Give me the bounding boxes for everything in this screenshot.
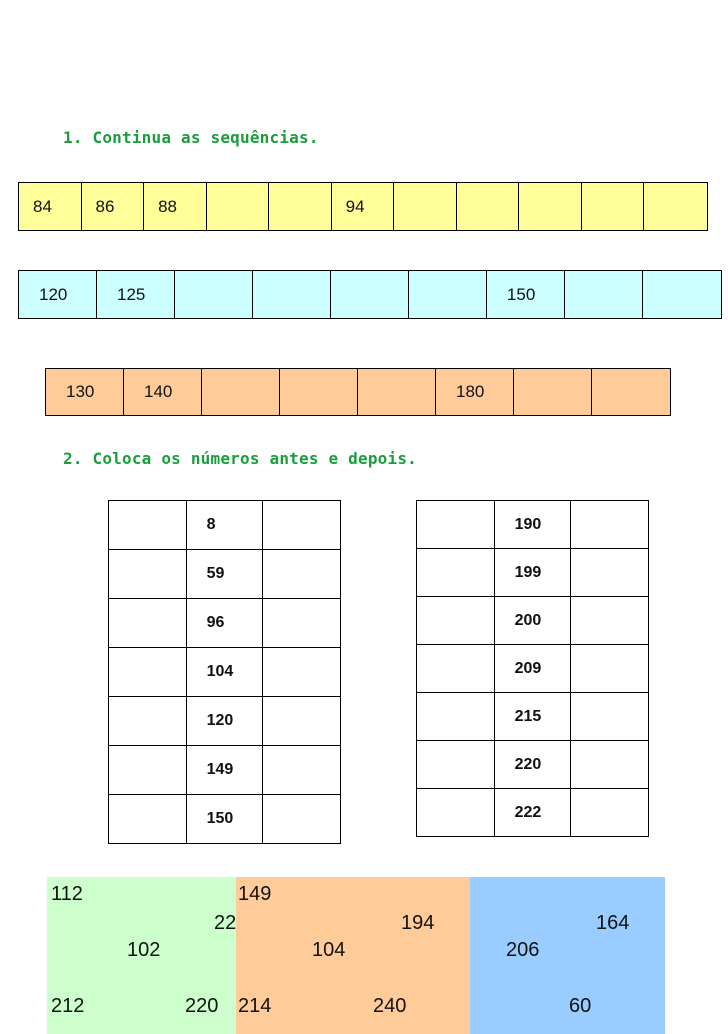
panel-number: 22 (214, 912, 237, 934)
panel-number: 240 (373, 995, 407, 1017)
after-answer-cell[interactable] (571, 741, 649, 789)
sequence-cell: 84 (19, 183, 82, 230)
sequence-blank-cell[interactable] (358, 369, 436, 415)
sequence-cell: 150 (487, 271, 565, 318)
exercise-1-heading: 1. Continua as sequências. (63, 128, 319, 147)
panel-number: 104 (312, 939, 346, 961)
given-number: 190 (494, 501, 571, 549)
after-answer-cell[interactable] (571, 501, 649, 549)
after-answer-cell[interactable] (263, 746, 341, 795)
panel-number: 60 (569, 995, 592, 1017)
sequence-row-yellow (18, 182, 708, 231)
table-row (417, 597, 649, 645)
before-answer-cell[interactable] (109, 648, 187, 697)
number-panel-orange (236, 877, 470, 1034)
number-panel-green (47, 877, 236, 1034)
after-answer-cell[interactable] (571, 645, 649, 693)
panel-number: 220 (185, 995, 219, 1017)
before-answer-cell[interactable] (109, 746, 187, 795)
after-answer-cell[interactable] (263, 501, 341, 550)
table-row (109, 697, 341, 746)
before-answer-cell[interactable] (109, 697, 187, 746)
after-answer-cell[interactable] (263, 648, 341, 697)
given-number: 199 (494, 549, 571, 597)
given-number: 209 (494, 645, 571, 693)
after-answer-cell[interactable] (263, 599, 341, 648)
sequence-cell: 140 (124, 369, 202, 415)
number-panel-blue (470, 877, 665, 1034)
sequence-row-cyan (18, 270, 722, 319)
before-answer-cell[interactable] (417, 549, 495, 597)
sequence-blank-cell[interactable] (514, 369, 592, 415)
table-row (417, 789, 649, 837)
before-answer-cell[interactable] (109, 550, 187, 599)
after-answer-cell[interactable] (571, 789, 649, 837)
table-row (109, 795, 341, 844)
sequence-blank-cell[interactable] (565, 271, 643, 318)
before-answer-cell[interactable] (417, 789, 495, 837)
after-answer-cell[interactable] (571, 549, 649, 597)
table-row (109, 746, 341, 795)
panel-number: 194 (401, 912, 435, 934)
panel-number: 149 (238, 883, 272, 905)
given-number: 222 (494, 789, 571, 837)
sequence-cell: 125 (97, 271, 175, 318)
sequence-cell: 180 (436, 369, 514, 415)
sequence-cell: 120 (19, 271, 97, 318)
before-answer-cell[interactable] (109, 599, 187, 648)
given-number: 96 (186, 599, 263, 648)
given-number: 220 (494, 741, 571, 789)
sequence-row-orange (45, 368, 671, 416)
given-number: 149 (186, 746, 263, 795)
before-after-table-right (416, 500, 649, 837)
exercise-2-heading: 2. Coloca os números antes e depois. (63, 449, 417, 468)
sequence-cell: 86 (82, 183, 145, 230)
after-answer-cell[interactable] (263, 550, 341, 599)
table-row (109, 550, 341, 599)
panel-number: 206 (506, 939, 540, 961)
panel-number: 102 (127, 939, 161, 961)
before-answer-cell[interactable] (417, 597, 495, 645)
sequence-blank-cell[interactable] (202, 369, 280, 415)
sequence-cell: 130 (46, 369, 124, 415)
sequence-blank-cell[interactable] (457, 183, 520, 230)
panel-number: 212 (51, 995, 85, 1017)
before-answer-cell[interactable] (417, 693, 495, 741)
after-answer-cell[interactable] (571, 693, 649, 741)
table-row (109, 501, 341, 550)
sequence-blank-cell[interactable] (592, 369, 670, 415)
sequence-cell: 88 (144, 183, 207, 230)
sequence-blank-cell[interactable] (175, 271, 253, 318)
sequence-blank-cell[interactable] (331, 271, 409, 318)
panel-number: 164 (596, 912, 630, 934)
table-row (417, 549, 649, 597)
panel-number: 112 (51, 883, 83, 905)
given-number: 120 (186, 697, 263, 746)
sequence-cell: 94 (332, 183, 395, 230)
table-row (417, 693, 649, 741)
after-answer-cell[interactable] (571, 597, 649, 645)
before-answer-cell[interactable] (417, 501, 495, 549)
before-answer-cell[interactable] (109, 795, 187, 844)
given-number: 215 (494, 693, 571, 741)
sequence-blank-cell[interactable] (394, 183, 457, 230)
sequence-blank-cell[interactable] (253, 271, 331, 318)
table-row (417, 501, 649, 549)
sequence-blank-cell[interactable] (643, 271, 721, 318)
table-row (417, 741, 649, 789)
sequence-blank-cell[interactable] (207, 183, 270, 230)
sequence-blank-cell[interactable] (519, 183, 582, 230)
sequence-blank-cell[interactable] (269, 183, 332, 230)
after-answer-cell[interactable] (263, 795, 341, 844)
given-number: 59 (186, 550, 263, 599)
before-answer-cell[interactable] (417, 645, 495, 693)
given-number: 150 (186, 795, 263, 844)
panel-number: 214 (238, 995, 272, 1017)
given-number: 104 (186, 648, 263, 697)
before-after-table-left (108, 500, 341, 844)
table-row (109, 648, 341, 697)
sequence-blank-cell[interactable] (644, 183, 707, 230)
table-row (109, 599, 341, 648)
sequence-blank-cell[interactable] (582, 183, 645, 230)
table-row (417, 645, 649, 693)
after-answer-cell[interactable] (263, 697, 341, 746)
sequence-blank-cell[interactable] (280, 369, 358, 415)
given-number: 200 (494, 597, 571, 645)
sequence-blank-cell[interactable] (409, 271, 487, 318)
before-answer-cell[interactable] (417, 741, 495, 789)
given-number: 8 (186, 501, 263, 550)
before-answer-cell[interactable] (109, 501, 187, 550)
